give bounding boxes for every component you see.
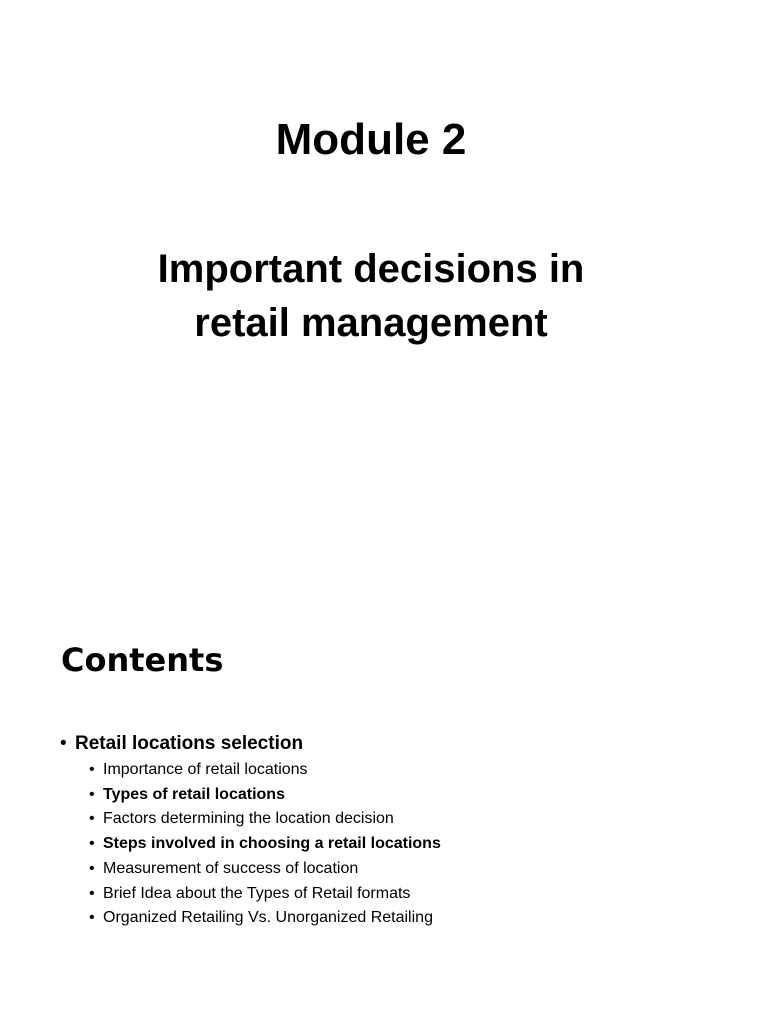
subtitle-line-2: retail management: [194, 301, 548, 345]
list-item: [89, 783, 441, 808]
list-item: [89, 758, 441, 783]
list-item-label: Steps involved in choosing a retail locations: [103, 835, 441, 853]
list-item-label: Brief Idea about the Types of Retail formats: [103, 884, 411, 902]
main-item-label: Retail locations selection: [75, 733, 304, 754]
contents-heading: Contents: [61, 641, 224, 679]
list-item-label: Types of retail locations: [103, 785, 285, 803]
slide-subtitle: [0, 242, 742, 350]
contents-list: [60, 730, 441, 931]
list-item-main: [60, 730, 441, 931]
list-item-label: Importance of retail locations: [103, 761, 308, 778]
bullet-icon: •: [89, 835, 95, 853]
bullet-icon: •: [89, 785, 95, 803]
list-item: [89, 857, 441, 882]
list-item-label: Measurement of success of location: [103, 859, 359, 877]
sub-list: [60, 758, 441, 931]
module-title: Module 2: [275, 115, 467, 164]
list-item: [89, 906, 441, 931]
bullet-icon: •: [89, 859, 95, 877]
contents-slide: [0, 576, 768, 1024]
bullet-icon: •: [60, 733, 67, 754]
list-item: [89, 832, 441, 857]
bullet-icon: •: [89, 810, 95, 828]
list-item-label: Factors determining the location decision: [103, 810, 394, 828]
bullet-icon: •: [89, 761, 95, 778]
subtitle-line-1: Important decisions in: [157, 247, 585, 291]
bullet-icon: •: [89, 909, 95, 927]
list-item: [89, 807, 441, 832]
bullet-icon: •: [89, 884, 95, 902]
list-item: [89, 882, 441, 907]
list-item-label: Organized Retailing Vs. Unorganized Retailing: [103, 909, 433, 927]
